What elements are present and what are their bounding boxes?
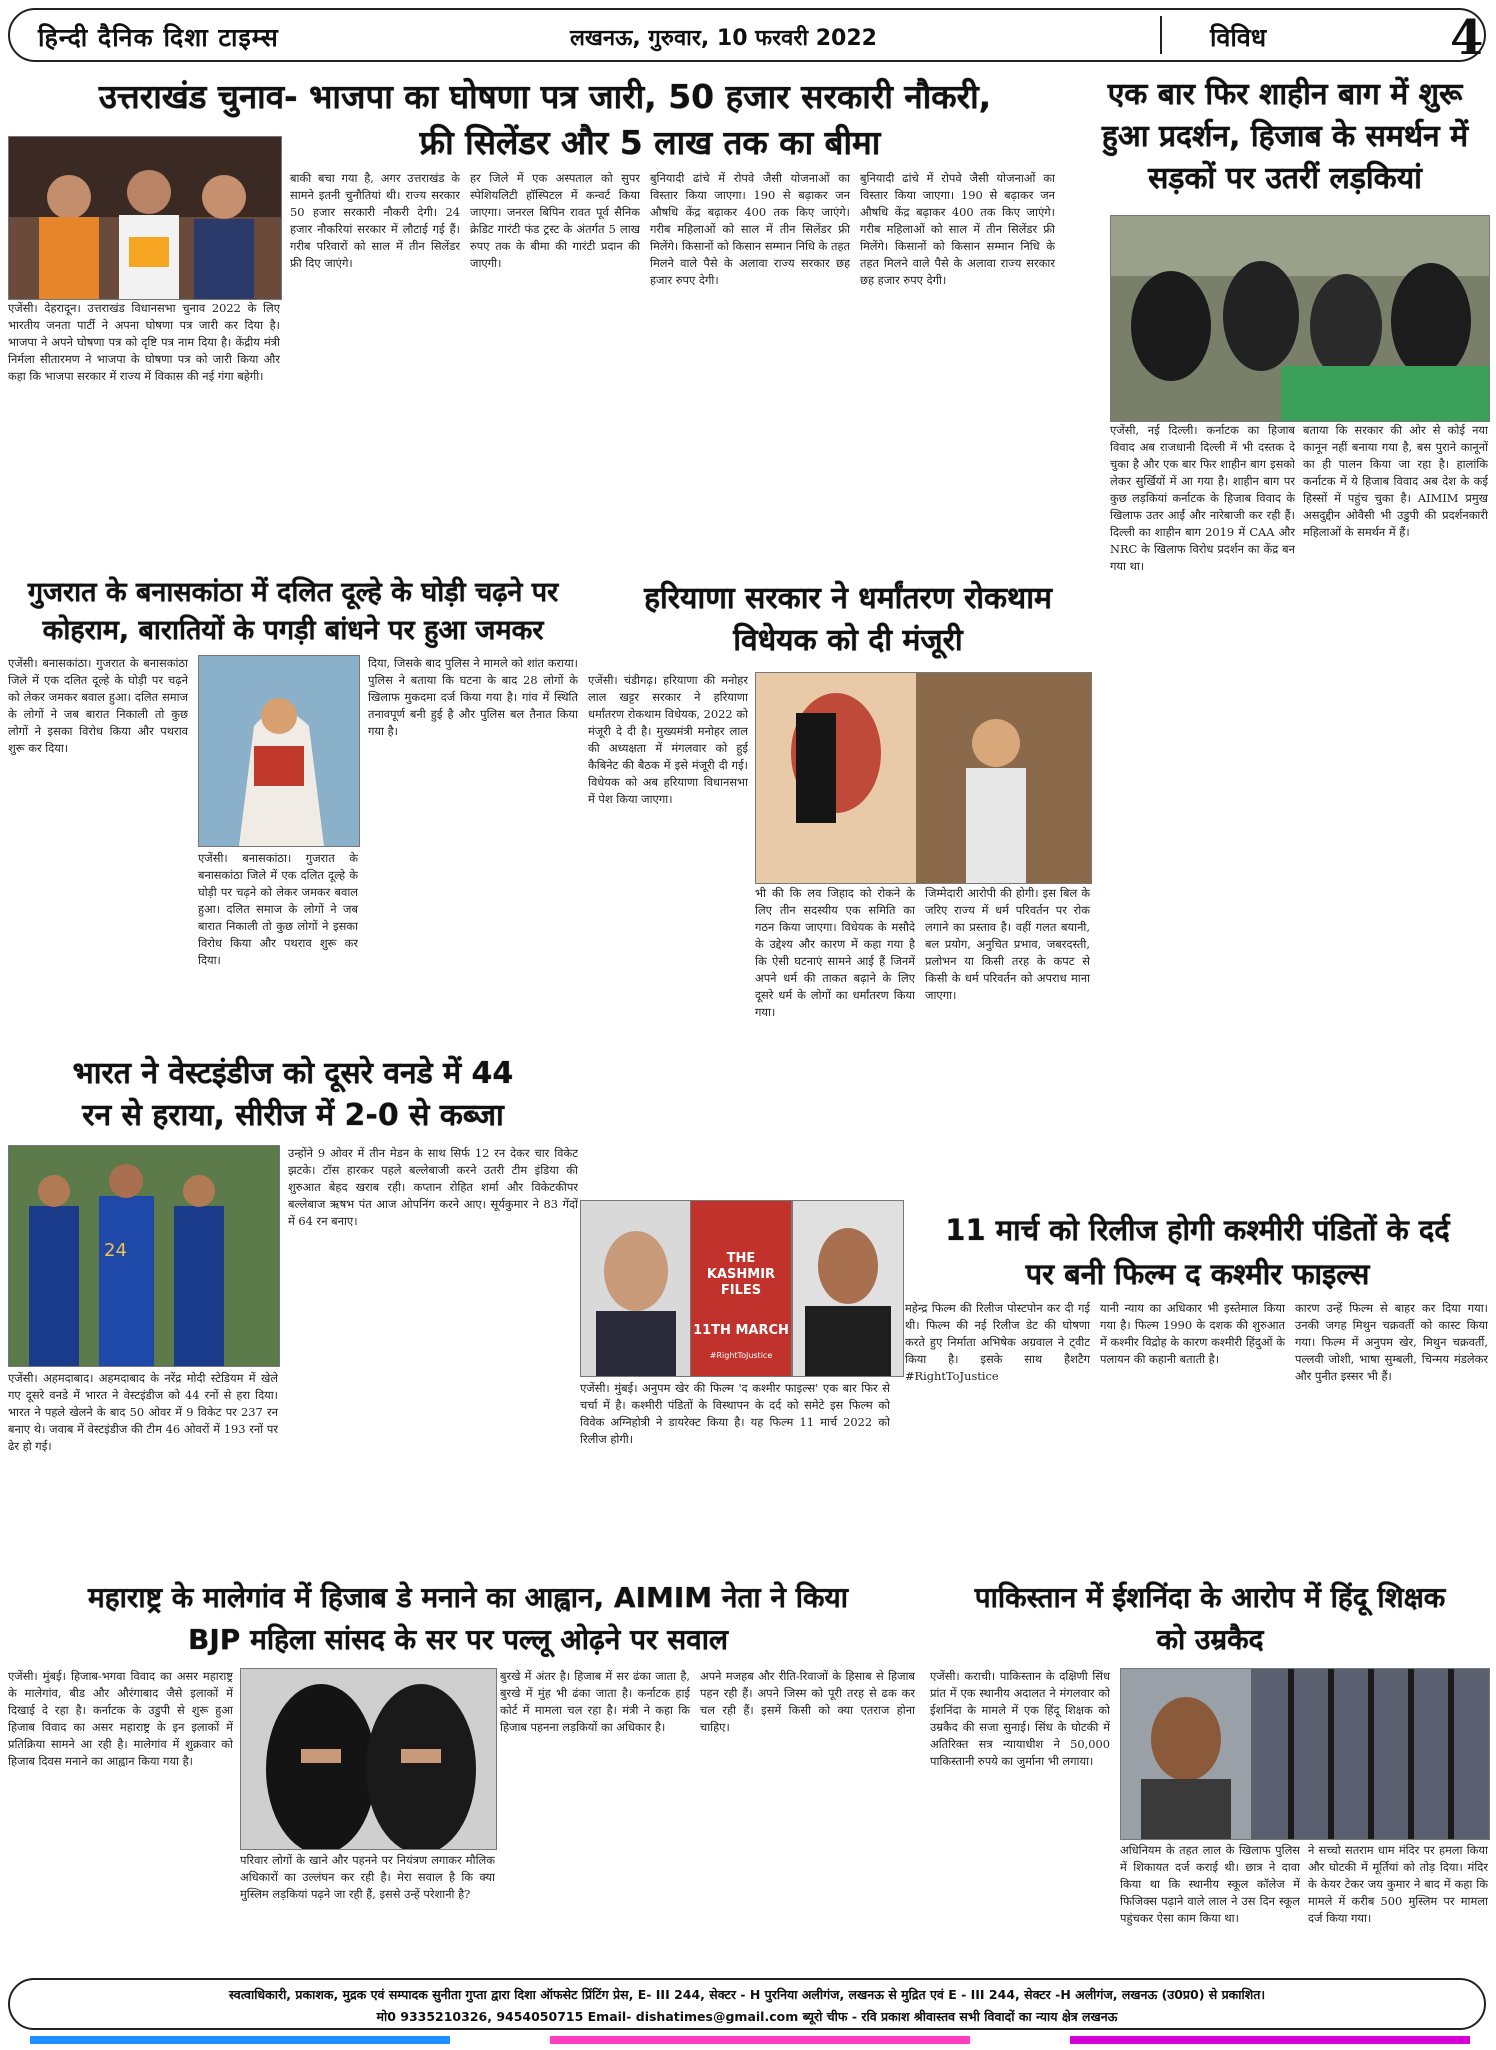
- imprint-footer: [8, 1978, 1486, 2030]
- bjp-manifesto-photo: [8, 136, 282, 300]
- article-headline: को उम्रकैद: [1156, 1623, 1264, 1656]
- article-headline: एक बार फिर शाहीन बाग में शुरू: [1107, 77, 1463, 112]
- masthead: [8, 8, 1486, 66]
- article-text: ने सच्चो सतराम धाम मंदिर पर हमला किया और घोटकी में मूर्तियां को तोड़ दिया। मंदिर के केयर टेकर जय कुमार ने बाद में कहा कि मामले में करीब 500 मुस्लिम पर मामला दर्ज किया गया।: [1308, 1843, 1488, 1925]
- article-headline: हुआ प्रदर्शन, हिजाब के समर्थन में: [1101, 119, 1469, 154]
- masthead-divider: [1160, 16, 1162, 54]
- imprint-line: स्वत्वाधिकारी, प्रकाशक, मुद्रक एवं सम्पादक सुनीता गुप्ता द्वारा दिशा ऑफसेट प्रिंटिंग प्रेस, E- III 244, सेक्टर - H पुरनिया अलीगंज, लखनऊ से मुद्रित एवं E - III 244, सेक्टर -H अलीगंज, लखनऊ (उ0प्र0) से प्रकाशित।: [228, 1987, 1266, 2002]
- prisoner-photo: [1120, 1668, 1490, 1840]
- article-text: जिम्मेदारी आरोपी की होगी। इस बिल के जरिए राज्य में धर्म परिवर्तन पर रोक लगाने का प्रस्ताव है। वहीं गलत बयानी, बल प्रयोग, अनुचित प्रभाव, जबरदस्ती, प्रलोभन या किसी तरह के कपट से किसी के धर्म परिवर्तन को अपराध माना जाएगा।: [925, 886, 1090, 1002]
- article-headline: महाराष्ट्र के मालेगांव में हिजाब डे मनाने का आह्वान, AIMIM नेता ने किया: [88, 1581, 848, 1614]
- wedding-horse-photo: [198, 655, 360, 847]
- page-number: 4: [1450, 10, 1484, 66]
- article-headline: गुजरात के बनासकांठा में दलित दूल्हे के घोड़ी चढ़ने पर: [27, 577, 559, 608]
- article-text: एजेंसी। कराची। पाकिस्तान के दक्षिणी सिंध प्रांत में एक स्थानीय अदालत ने मंगलवार को ईशनिंदा के मामले में एक हिंदू शिक्षक को उम्रकैद की सजा सुनाई। सिंध के घोटकी में अतिरिक्त सत्र न्यायाधीश ने 50,000 पाकिस्तानी रुपये का जुर्माना भी लगाया।: [930, 1669, 1110, 1768]
- article-headline: पाकिस्तान में ईशनिंदा के आरोप में हिंदू शिक्षक: [974, 1581, 1446, 1614]
- article-text: एजेंसी। मुंबई। अनुपम खेर की फिल्म 'द कश्मीर फाइल्स' एक बार फिर से चर्चा में है। कश्मीरी पंडितों के विस्थापन के दर्द को समेटे इस फिल्म को विवेक अग्निहोत्री ने डायरेक्ट किया है। यह फिल्म 11 मार्च 2022 को रिलीज होगी।: [580, 1381, 890, 1446]
- footer-color-bar: [550, 2036, 970, 2044]
- article-text: एजेंसी। अहमदाबाद। अहमदाबाद के नरेंद्र मोदी स्टेडियम में खेले गए दूसरे वनडे में भारत ने वेस्टइंडीज को 44 रनों से हरा दिया। भारत ने पहले खेलने के बाद 50 ओवर में 9 विकेट पर 237 रन बनाए थे। जवाब में वेस्टइंडीज की टीम 46 ओवरों में 193 रनों पर ढेर हो गई।: [8, 1371, 278, 1453]
- anupam-kher-photo: [580, 1200, 692, 1377]
- article-text: बुरखे में अंतर है। हिजाब में सर ढंका जाता है, बुरखे में मुंह भी ढंका जाता है। कर्नाटक हाई कोर्ट में मामला चल रहा है। मंत्री ने कहा कि हिजाब पहनना लड़कियों का अधिकार है।: [500, 1669, 690, 1734]
- article-headline: विधेयक को दी मंजूरी: [733, 623, 963, 658]
- hijab-women-photo: [240, 1668, 497, 1850]
- haryana-assembly-photo: [755, 672, 1092, 884]
- article-text: यानी न्याय का अधिकार भी इस्तेमाल किया गया है। फिल्म 1990 के दशक की शुरुआत में कश्मीर विद्रोह के कारण कश्मीरी हिंदुओं के पलायन की कहानी बताती है।: [1100, 1301, 1285, 1366]
- article-text: कारण उन्हें फिल्म से बाहर कर दिया गया। उनकी जगह मिथुन चक्रवर्ती को कास्ट किया गया। फिल्म में अनुपम खेर, मिथुन चक्रवर्ती, पल्लवी जोशी, भाषा सुम्बली, चिन्मय मंडलेकर और पुनीत इस्सर भी हैं।: [1295, 1301, 1488, 1383]
- article-text: बाकी बचा गया है, अगर उत्तराखंड के सामने इतनी चुनौतियां थी। राज्य सरकार 50 हजार सरकारी नौकरी देगी। 24 हजार नौकरियां सरकार में लौटाई गई हैं। गरीब परिवारों को साल में तीन सिलेंडर फ्री दिए जाएंगे।: [290, 171, 460, 270]
- article-text: एजेंसी। मुंबई। हिजाब-भगवा विवाद का असर महाराष्ट्र के मालेगांव, बीड और औरंगाबाद जैसे इलाकों में दिखाई दे रहा है। कर्नाटक के उडुपी से शुरू हुआ हिजाब विवाद का असर महाराष्ट्र के इन इलाकों में प्रतिक्रिया सामने आ रही है। मालेगांव में शुक्रवार को हिजाब दिवस मनाने का आह्वान किया गया है।: [8, 1669, 233, 1768]
- paper-name: हिन्दी दैनिक दिशा टाइम्स: [38, 23, 279, 52]
- article-text: बुनियादी ढांचे में रोपवे जैसी योजनाओं का विस्तार किया जाएगा। 190 से बढ़ाकर जन औषधि केंद्र बढ़ाकर 400 तक किए जाएंगे। गरीब महिलाओं को साल में तीन सिलेंडर फ्री मिलेंगे। किसानों को किसान सम्मान निधि के तहत मिलने वाले पैसे के अलावा राज्य सरकार छह हजार रुपए देगी।: [650, 171, 850, 287]
- dateline: लखनऊ, गुरुवार, 10 फरवरी 2022: [570, 26, 877, 51]
- article-text: एजेंसी, नई दिल्ली। कर्नाटक का हिजाब विवाद अब राजधानी दिल्ली में भी दस्तक दे चुका है और एक बार फिर शाहीन बाग इसको लेकर सुर्खियों में आ गया है। शाहीन बाग पर कुछ लड़कियां कर्नाटक के हिजाब विवाद के खिलाफ उतर आईं और नारेबाजी कर रही हैं। दिल्ली का शाहीन बाग 2019 में CAA और NRC के खिलाफ विरोध प्रदर्शन का केंद्र बन गया था।: [1110, 423, 1295, 573]
- poster-date: 11TH MARCH: [693, 1323, 789, 1338]
- article-headline: BJP महिला सांसद के सर पर पल्लू ओढ़ने पर सवाल: [188, 1623, 728, 1656]
- article-text: महेन्द्र फिल्म की रिलीज पोस्टपोन कर दी गई थी। फिल्म की नई रिलीज डेट की घोषणा करते हुए निर्माता अभिषेक अग्रवाल ने ट्वीट किया है। इसके साथ हैशटैग #RightToJustice: [905, 1301, 1090, 1383]
- footer-color-bar: [30, 2036, 450, 2044]
- article-text: एजेंसी। बनासकांठा। गुजरात के बनासकांठा जिले में एक दलित दूल्हे के घोड़ी पर चढ़ने को लेकर जमकर बवाल हुआ। दलित समाज के लोगों ने जब बारात निकाली तो कुछ लोगों ने इसका विरोध किया और पथराव शुरू कर दिया।: [198, 851, 358, 967]
- article-text: हर जिले में एक अस्पताल को सुपर स्पेशियलिटी हॉस्पिटल में कन्वर्ट किया जाएगा। जनरल बिपिन रावत पूर्व सैनिक क्रेडिट गारंटी फंड ट्रस्ट के अंतर्गत 5 लाख रुपए तक के बीमा की गारंटी प्रदान की जाएगी।: [470, 171, 640, 270]
- article-text: भी की कि लव जिहाद को रोकने के लिए तीन सदस्यीय एक समिति का गठन किया जाएगा। विधेयक के मसौदे के उद्देश्य और कारण में कहा गया है कि ऐसी घटनाएं सामने आई हैं जिनमें अपने धर्म की ताकत बढ़ाने के लिए दूसरे धर्म के लोगों का धर्मांतरण किया गया।: [755, 886, 915, 1019]
- article-text: बताया कि सरकार की ओर से कोई नया कानून नहीं बनाया गया है, बस पुराने कानूनों का ही पालन किया जा रहा है। हालांकि कर्नाटक में ये हिजाब विवाद अब देश के कई हिस्सों में पहुंच चुका है। AIMIM प्रमुख असदुद्दीन ओवैसी भी उडुपी की प्रदर्शनकारी महिलाओं के समर्थन में हैं।: [1303, 423, 1488, 539]
- article-headline: कोहराम, बारातियों के पगड़ी बांधने पर हुआ जमकर: [42, 615, 544, 646]
- article-headline: 11 मार्च को रिलीज होगी कश्मीरी पंडितों के दर्द: [945, 1213, 1450, 1247]
- section-name: विविध: [1210, 23, 1267, 52]
- article-text: उन्होंने 9 ओवर में तीन मेडन के साथ सिर्फ 12 रन देकर चार विकेट झटके। टॉस हारकर पहले बल्लेबाजी करने उतरी टीम इंडिया की शुरुआत बेहद खराब रही। कप्तान रोहित शर्मा और विकेटकीपर बल्लेबाज ऋषभ पंत आज ओपनिंग करने आए। सूर्यकुमार ने 83 गेंदों में 64 रन बनाए।: [288, 1146, 578, 1228]
- article-text: परिवार लोगों के खाने और पहनने पर नियंत्रण लगाकर मौलिक अधिकारों का उल्लंघन कर रही है। मेरा सवाल है कि क्या मुस्लिम लड़कियां पढ़ने जा रही हैं, इससे उन्हें परेशानी है?: [240, 1853, 495, 1901]
- article-headline: सड़कों पर उतरीं लड़कियां: [1148, 161, 1422, 196]
- footer-color-bar: [1070, 2036, 1470, 2044]
- article-text: अधिनियम के तहत लाल के खिलाफ पुलिस में शिकायत दर्ज कराई थी। छात्र ने दावा किया था कि स्थानीय स्कूल कॉलेज में फिजिक्स पढ़ाने वाले लाल ने उस दिन स्कूल पहुंचकर ऐसा काम किया था।: [1120, 1843, 1300, 1925]
- article-headline: फ्री सिलेंडर और 5 लाख तक का बीमा: [419, 123, 881, 162]
- article-text: एजेंसी। देहरादून। उत्तराखंड विधानसभा चुनाव 2022 के लिए भारतीय जनता पार्टी ने अपना घोषणा पत्र जारी कर दिया है। भाजपा ने अपने घोषणा पत्र को दृष्टि पत्र नाम दिया है। केंद्रीय मंत्री निर्मला सीतारमण ने भाजपा के घोषणा पत्र को जारी किया और कहा कि भाजपा सरकार में राज्य में विकास की नई गंगा बहेगी।: [8, 301, 280, 383]
- article-text: अपने मजहब और रीति-रिवाजों के हिसाब से हिजाब पहन रही हैं। अपने जिस्म को पूरी तरह से ढक कर चल रही हैं। इसमें किसी को क्या एतराज होना चाहिए।: [700, 1669, 915, 1734]
- article-text: एजेंसी। चंडीगढ़। हरियाणा की मनोहर लाल खट्टर सरकार ने हरियाणा धर्मांतरण रोकथाम विधेयक, 2022 को मंजूरी दे दी है। मुख्यमंत्री मनोहर लाल की अध्यक्षता में मंगलवार को हुई कैबिनेट की बैठक में इसे मंजूरी दी गई। विधेयक को अब हरियाणा विधानसभा में पेश किया जाएगा।: [588, 673, 748, 806]
- mithun-photo: [792, 1200, 904, 1377]
- article-text: दिया, जिसके बाद पुलिस ने मामले को शांत कराया। पुलिस ने बताया कि घटना के बाद 28 लोगों के खिलाफ मुकदमा दर्ज किया गया है। गांव में स्थिति तनावपूर्ण बनी हुई है और पुलिस बल तैनात किया गया है।: [368, 656, 578, 738]
- poster-title: THE KASHMIR FILES: [706, 1251, 776, 1298]
- article-headline: रन से हराया, सीरीज में 2-0 से कब्जा: [82, 1098, 504, 1133]
- article-text: एजेंसी। बनासकांठा। गुजरात के बनासकांठा जिले में एक दलित दूल्हे के घोड़ी पर चढ़ने को लेकर जमकर बवाल हुआ। दलित समाज के लोगों ने जब बारात निकाली तो कुछ लोगों ने इसका विरोध किया और पथराव शुरू कर दिया।: [8, 656, 188, 755]
- kashmir-files-poster: [690, 1200, 792, 1377]
- cricket-team-photo: [8, 1145, 280, 1367]
- protest-photo: [1110, 215, 1490, 422]
- article-headline: भारत ने वेस्टइंडीज को दूसरे वनडे में 44: [72, 1056, 514, 1091]
- article-headline: उत्तराखंड चुनाव- भाजपा का घोषणा पत्र जारी, 50 हजार सरकारी नौकरी,: [98, 77, 992, 116]
- contact-line: मो0 9335210326, 9454050715 Email- dishatimes@gmail.com ब्यूरो चीफ - रवि प्रकाश श्रीवास्तव सभी विवादों का न्याय क्षेत्र लखनऊ: [376, 2009, 1118, 2024]
- poster-tag: #RightToJustice: [709, 1351, 773, 1360]
- article-headline: हरियाणा सरकार ने धर्मांतरण रोकथाम: [644, 581, 1052, 616]
- article-headline: पर बनी फिल्म द कश्मीर फाइल्स: [1025, 1257, 1370, 1291]
- svg-text:24: 24: [104, 1240, 127, 1261]
- article-text: बुनियादी ढांचे में रोपवे जैसी योजनाओं का विस्तार किया जाएगा। 190 से बढ़ाकर जन औषधि केंद्र बढ़ाकर 400 तक किए जाएंगे। गरीब महिलाओं को साल में तीन सिलेंडर फ्री मिलेंगे। किसानों को किसान सम्मान निधि के तहत मिलने वाले पैसे के अलावा राज्य सरकार छह हजार रुपए देगी।: [860, 171, 1055, 287]
